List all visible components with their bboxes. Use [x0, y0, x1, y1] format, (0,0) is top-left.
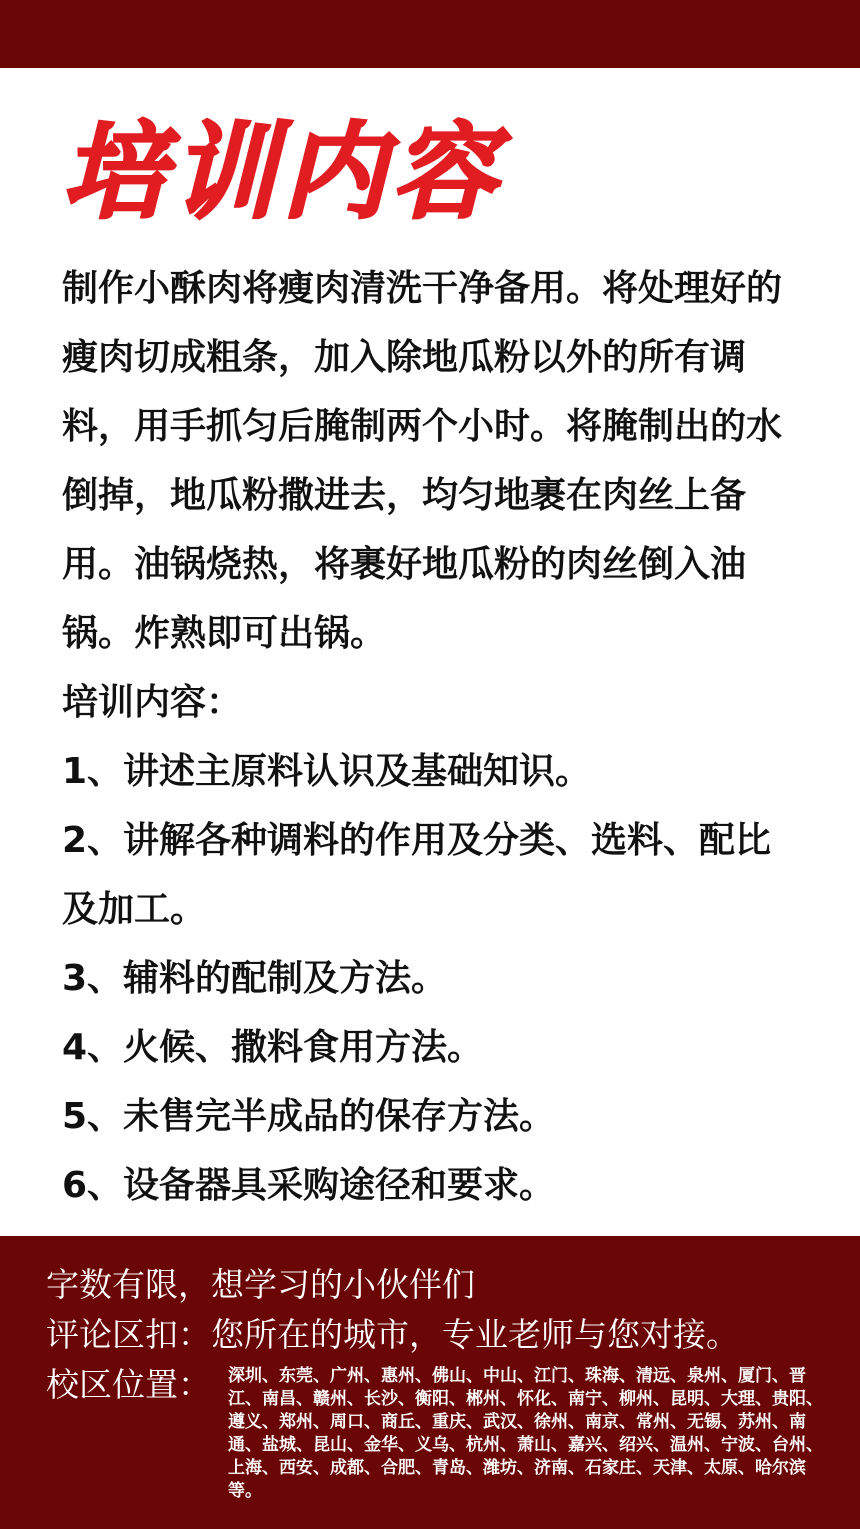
list-item: 1、讲述主原料认识及基础知识。: [62, 751, 592, 792]
content-body: [62, 254, 802, 1220]
page-title: 培训内容: [62, 111, 503, 233]
footer-line-1: 字数有限，想学习的小伙伴们: [46, 1265, 475, 1304]
list-item: 4、火候、撒料食用方法。: [62, 1027, 484, 1068]
list-item: 2、讲解各种调料的作用及分类、选料、配比及加工。: [62, 820, 772, 930]
recipe-paragraph: 制作小酥肉将瘦肉清洗干净备用。将处理好的瘦肉切成粗条，加入除地瓜粉以外的所有调料，用手抓匀后腌制两个小时。将腌制出的水倒掉，地瓜粉撒进去，均匀地裹在肉丝上备用。油锅烧热，将裹好地瓜粉的肉丝倒入油锅。炸熟即可出锅。: [62, 268, 783, 654]
list-item: 5、未售完半成品的保存方法。: [62, 1096, 556, 1137]
list-item: 6、设备器具采购途径和要求。: [62, 1165, 556, 1206]
campus-label: 校区位置：: [46, 1365, 211, 1404]
campus-list: 深圳、东莞、广州、惠州、佛山、中山、江门、珠海、清远、泉州、厦门、晋江、南昌、赣州、长沙、衡阳、郴州、怀化、南宁、柳州、昆明、大理、贵阳、遵义、郑州、周口、商丘、重庆、武汉、徐州、南京、常州、无锡、苏州、南通、盐城、昆山、金华、义乌、杭州、萧山、嘉兴、绍兴、温州、宁波、台州、上海、西安、成都、合肥、青岛、潍坊、济南、石家庄、天津、太原、哈尔滨等。: [228, 1366, 823, 1501]
list-item: 3、辅料的配制及方法。: [62, 958, 448, 999]
top-banner: [0, 0, 860, 68]
section-label: 培训内容：: [62, 682, 243, 723]
footer-line-2: 评论区扣：您所在的城市，专业老师与您对接。: [46, 1315, 739, 1354]
footer-banner: [0, 1236, 860, 1529]
